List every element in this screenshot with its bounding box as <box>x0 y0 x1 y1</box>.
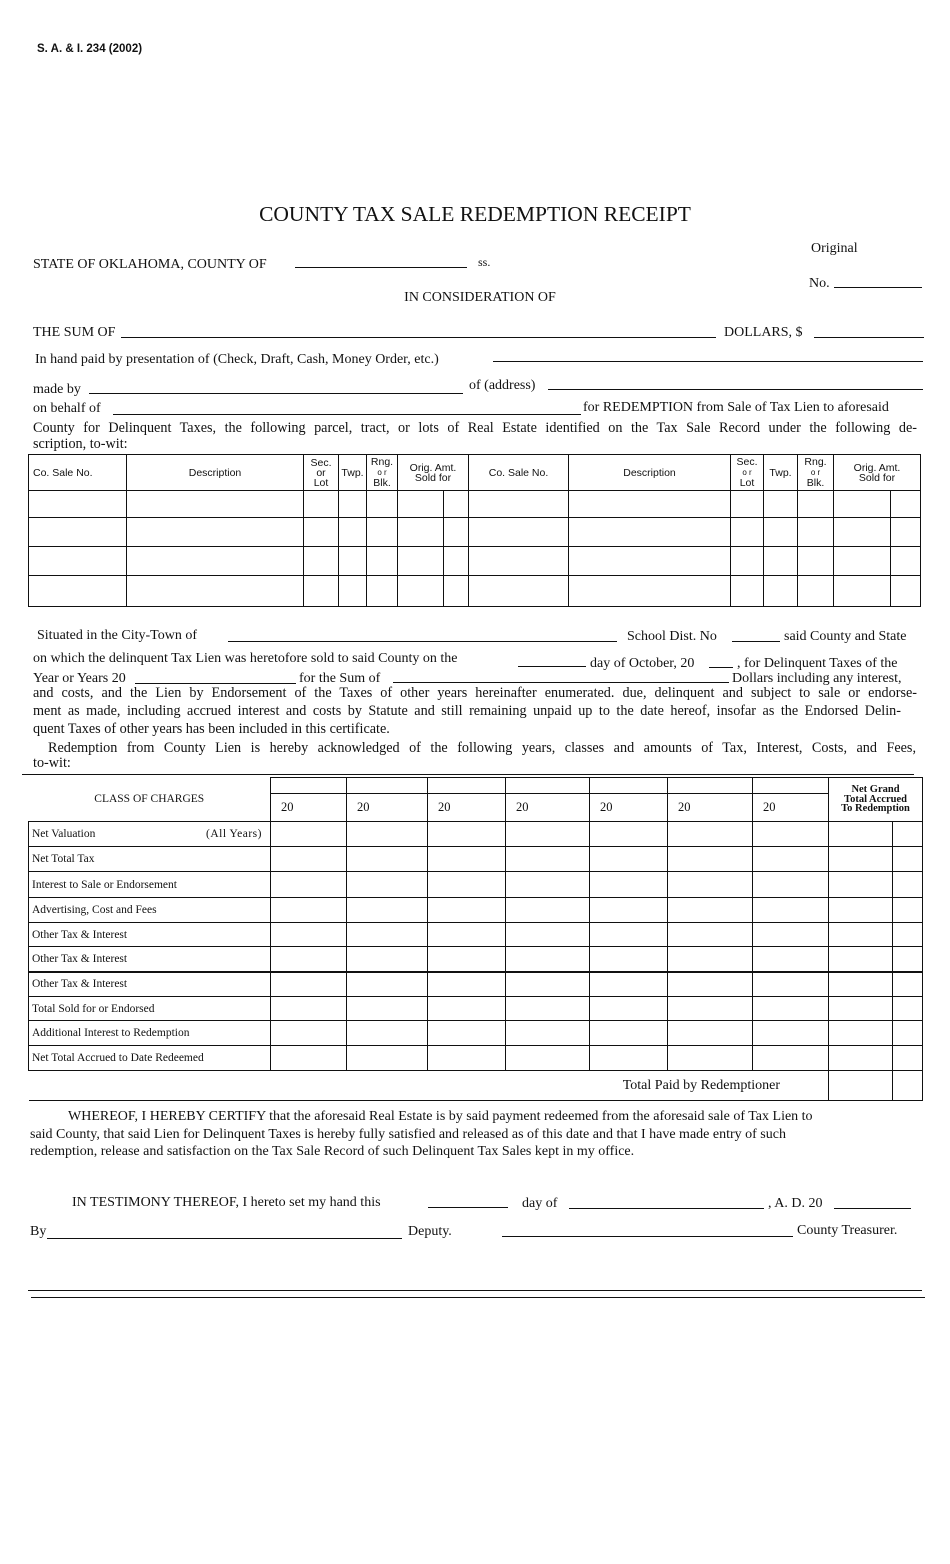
charge-row <box>29 1021 923 1046</box>
tax-years-field[interactable] <box>135 683 296 684</box>
charge-row <box>29 872 923 898</box>
charge-label: Net Total Accrued to Date Redeemed <box>29 1046 271 1071</box>
header-rng-or-blk-2: Rng. o r Blk. <box>798 455 834 491</box>
charge-label: Other Tax & Interest <box>29 947 271 972</box>
treasurer-signature-field[interactable] <box>502 1236 793 1237</box>
testimony-label: IN TESTIMONY THEREOF, I hereto set my hand this <box>72 1195 381 1210</box>
dollars-label: DOLLARS, $ <box>724 325 803 340</box>
number-field[interactable] <box>834 287 922 288</box>
county-text-line1: County for Delinquent Taxes, the following parcel, tract, or lots of Real Estate identified on the Tax Sale Record under the following de- <box>33 420 917 436</box>
total-paid-field[interactable] <box>829 1071 893 1101</box>
day-of-october-label: day of October, 20 <box>590 656 695 671</box>
testimony-day-field[interactable] <box>428 1207 508 1208</box>
form-id: S. A. & I. 234 (2002) <box>37 43 143 55</box>
delinquent-taxes-label: , for Delinquent Taxes of the <box>737 656 898 671</box>
class-of-charges-header: CLASS OF CHARGES <box>29 778 271 822</box>
dollars-amount-field[interactable] <box>814 337 924 338</box>
sale-year-field[interactable] <box>709 667 733 668</box>
parcel-table <box>28 454 921 607</box>
header-sec-or-lot-2: Sec. o r Lot <box>731 455 764 491</box>
section-divider <box>22 774 914 775</box>
header-description: Description <box>127 455 304 491</box>
deputy-signature-field[interactable] <box>47 1238 402 1239</box>
redemption-ack-line1: Redemption from County Lien is hereby acknowledged of the following years, classes and amounts of Tax, Interest, Costs, and Fees, <box>48 740 916 756</box>
county-text-line2: scription, to-wit: <box>33 436 128 452</box>
sale-day-field[interactable] <box>518 666 586 667</box>
payment-method-field[interactable] <box>493 361 923 362</box>
header-sec-or-lot: Sec. or Lot <box>304 455 339 491</box>
address-field[interactable] <box>548 389 923 390</box>
page-title: COUNTY TAX SALE REDEMPTION RECEIPT <box>259 202 691 226</box>
hand-paid-label: In hand paid by presentation of (Check, Draft, Cash, Money Order, etc.) <box>35 352 439 367</box>
ad-label: , A. D. 20 <box>768 1196 823 1211</box>
made-by-label: made by <box>33 382 81 397</box>
header-twp: Twp. <box>339 455 367 491</box>
number-label: No. <box>809 276 830 291</box>
header-twp-2: Twp. <box>764 455 798 491</box>
body-line2: ment as made, including accrued interest and costs by Statute and still remaining unpaid up to the date hereof, insofar as the Endorsed Delin- <box>33 703 901 719</box>
body-line1: and costs, and the Lien by Endorsement of the Taxes of other years hereinafter enumerated. due, delinquent and subject to sale or endorse- <box>33 685 917 701</box>
testimony-year-field[interactable] <box>834 1208 911 1209</box>
day-of-label: day of <box>522 1196 558 1211</box>
total-paid-row <box>29 1071 923 1101</box>
certify-line3: redemption, release and satisfaction on the Tax Sale Record of such Delinquent Tax Sales kept in my office. <box>30 1144 635 1159</box>
charge-row <box>29 1046 923 1071</box>
year-header-2[interactable]: 20 <box>347 794 428 822</box>
header-orig-amt-2: Orig. Amt. Sold for <box>834 455 921 491</box>
situated-label: Situated in the City-Town of <box>37 628 198 643</box>
all-years-note: (All Years) <box>206 828 262 840</box>
year-or-years-label: Year or Years 20 <box>33 671 126 686</box>
consideration-label: IN CONSIDERATION OF <box>404 290 556 305</box>
school-dist-label: School Dist. No <box>627 629 717 644</box>
sum-field[interactable] <box>121 337 716 338</box>
parcel-row[interactable] <box>29 547 921 576</box>
parcel-row[interactable] <box>29 491 921 518</box>
year-header-1[interactable]: 20 <box>271 794 347 822</box>
header-co-sale-no-2: Co. Sale No. <box>469 455 569 491</box>
by-label: By <box>30 1224 47 1239</box>
redemption-ack-line2: to-wit: <box>33 755 71 771</box>
state-county-label: STATE OF OKLAHOMA, COUNTY OF <box>33 257 267 272</box>
charge-row <box>29 898 923 923</box>
charge-row <box>29 997 923 1021</box>
charge-row-net-valuation <box>29 822 923 847</box>
charge-label: Net Valuation (All Years) <box>29 822 271 847</box>
for-sum-of-label: for the Sum of <box>299 671 381 686</box>
deputy-label: Deputy. <box>408 1224 452 1239</box>
made-by-field[interactable] <box>89 393 463 394</box>
charge-label: Interest to Sale or Endorsement <box>29 872 271 898</box>
school-dist-field[interactable] <box>732 641 780 642</box>
certify-line2: said County, that said Lien for Delinquent Taxes is hereby fully satisfied and released as of this date and that I have made entry of such <box>30 1127 786 1142</box>
treasurer-label: County Treasurer. <box>797 1223 898 1238</box>
charge-label: Total Sold for or Endorsed <box>29 997 271 1021</box>
charge-row <box>29 847 923 872</box>
footer-rule-2 <box>31 1297 925 1298</box>
sold-to-county-text: on which the delinquent Tax Lien was heretofore sold to said County on the <box>33 651 458 666</box>
on-behalf-label: on behalf of <box>33 401 101 416</box>
net-grand-total-header: Net Grand Total Accrued To Redemption <box>829 778 923 822</box>
charge-row <box>29 923 923 947</box>
year-header-6[interactable]: 20 <box>668 794 753 822</box>
parcel-row[interactable] <box>29 518 921 547</box>
parcel-row[interactable] <box>29 576 921 607</box>
header-description-2: Description <box>569 455 731 491</box>
testimony-month-field[interactable] <box>569 1208 764 1209</box>
copy-label: Original <box>811 241 858 256</box>
total-paid-label: Total Paid by Redemptioner <box>29 1071 829 1101</box>
body-line3: quent Taxes of other years has been included in this certificate. <box>33 721 390 737</box>
year-header-4[interactable]: 20 <box>506 794 590 822</box>
said-county-label: said County and State <box>784 629 907 644</box>
header-rng-or-blk: Rng. o r Blk. <box>367 455 398 491</box>
charge-row <box>29 947 923 972</box>
charge-row <box>29 972 923 997</box>
dollars-including-label: Dollars including any interest, <box>732 671 902 686</box>
on-behalf-field[interactable] <box>113 414 581 415</box>
sum-label: THE SUM OF <box>33 325 116 340</box>
header-orig-amt: Orig. Amt. Sold for <box>398 455 469 491</box>
charge-label: Advertising, Cost and Fees <box>29 898 271 923</box>
charge-label: Other Tax & Interest <box>29 923 271 947</box>
charge-label: Net Total Tax <box>29 847 271 872</box>
sum-amount-field[interactable] <box>393 682 729 683</box>
address-label: of (address) <box>469 378 536 393</box>
year-header-5[interactable]: 20 <box>590 794 668 822</box>
year-header-3[interactable]: 20 <box>428 794 506 822</box>
city-town-field[interactable] <box>228 641 617 642</box>
ss-label: ss. <box>478 255 491 269</box>
header-co-sale-no: Co. Sale No. <box>29 455 127 491</box>
footer-rule-1 <box>28 1290 922 1291</box>
redemption-text: for REDEMPTION from Sale of Tax Lien to aforesaid <box>583 400 889 415</box>
year-header-7[interactable]: 20 <box>753 794 829 822</box>
charge-label: Other Tax & Interest <box>29 972 271 997</box>
charges-table <box>28 777 923 1101</box>
charge-label: Additional Interest to Redemption <box>29 1021 271 1046</box>
county-field[interactable] <box>295 267 467 268</box>
certify-line1: WHEREOF, I HEREBY CERTIFY that the aforesaid Real Estate is by said payment redeemed from the aforesaid sale of Tax Lien to <box>68 1109 813 1124</box>
